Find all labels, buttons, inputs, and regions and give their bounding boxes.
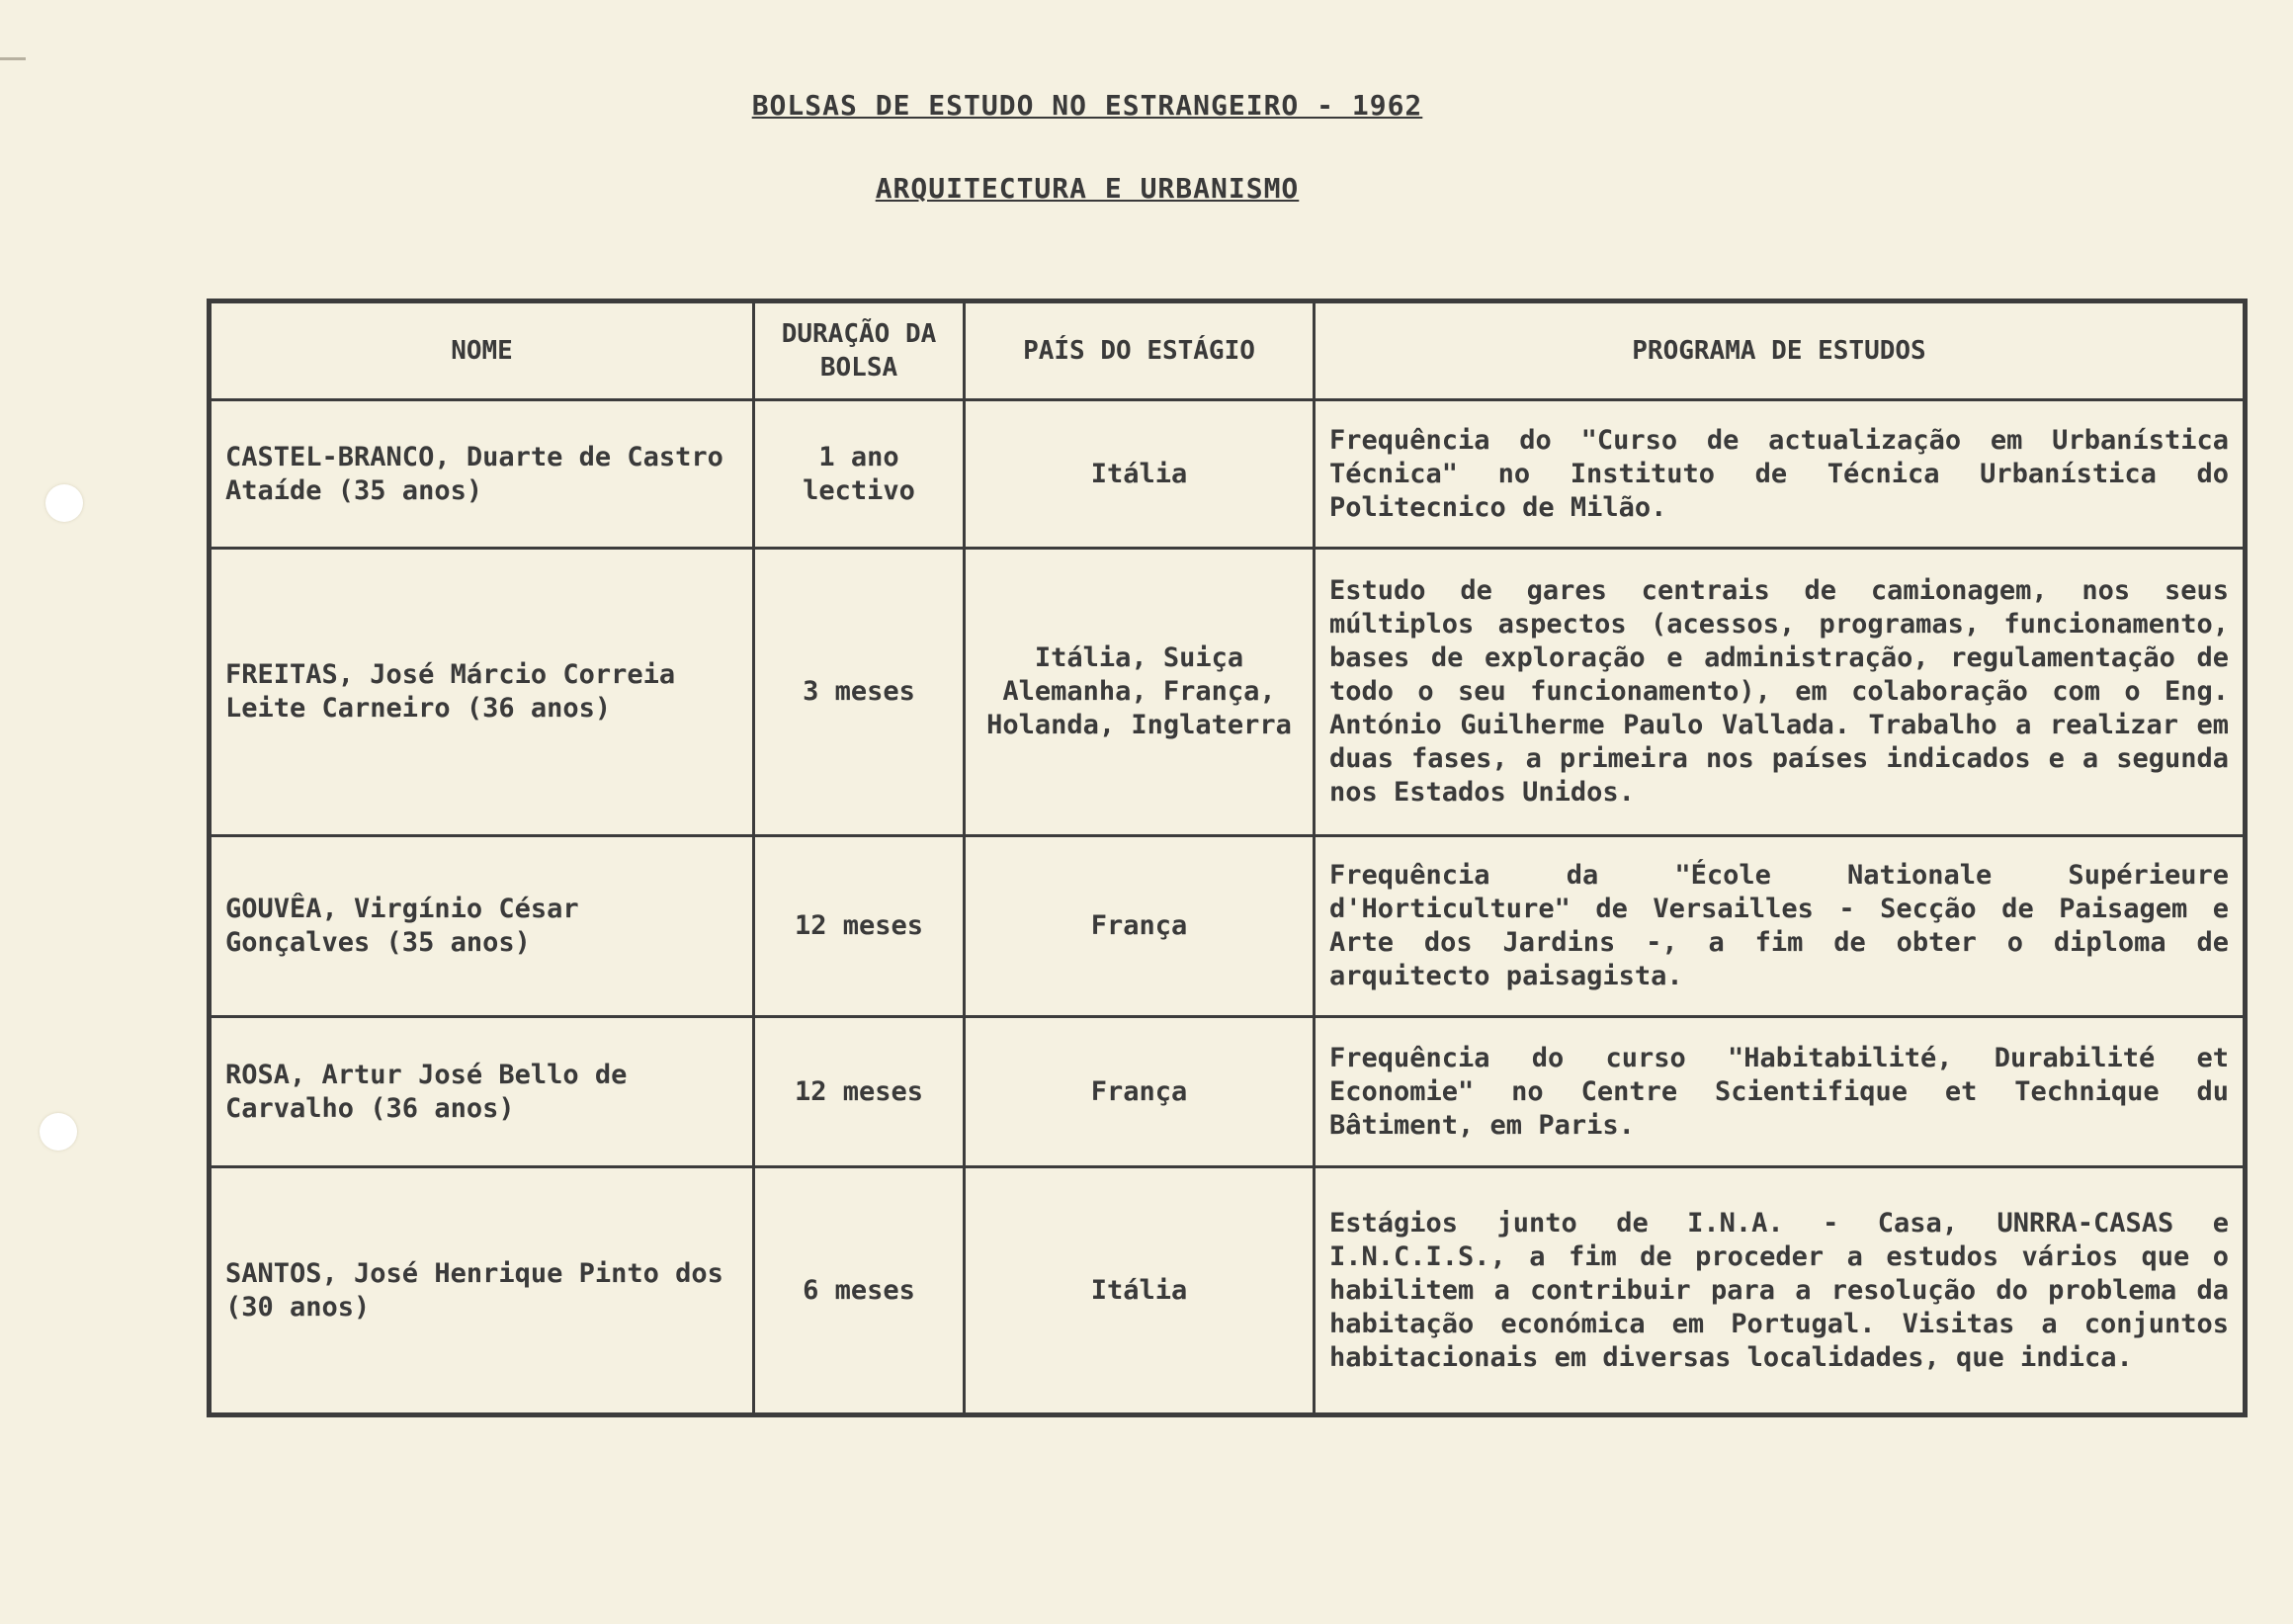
margin-mark: [0, 57, 26, 60]
cell-nome: CASTEL-BRANCO, Duarte de Castro Ataíde (35 anos): [210, 400, 754, 549]
cell-duracao: 12 meses: [754, 836, 965, 1017]
document-subtitle: ARQUITECTURA E URBANISMO: [875, 172, 1300, 205]
header-duracao: DURAÇÃO DA BOLSA: [754, 301, 965, 400]
cell-duracao: 12 meses: [754, 1016, 965, 1166]
cell-duracao: 3 meses: [754, 549, 965, 836]
cell-pais: Itália, Suiça Alemanha, França, Holanda, Inglaterra: [965, 549, 1315, 836]
cell-nome: ROSA, Artur José Bello de Carvalho (36 anos): [210, 1016, 754, 1166]
table-row: [210, 549, 2246, 836]
cell-duracao: 1 ano lectivo: [754, 400, 965, 549]
punch-hole: [45, 484, 83, 522]
cell-nome: FREITAS, José Márcio Correia Leite Carneiro (36 anos): [210, 549, 754, 836]
header-row: [210, 301, 2246, 400]
cell-pais: Itália: [965, 400, 1315, 549]
cell-programa: Estágios junto de I.N.A. - Casa, UNRRA-CASAS e I.N.C.I.S., a fim de proceder a estudos vários que o habilitem a contribuir para a resolução do problema da habitação económica em Portugal. Visitas a conjuntos habitacionais em diversas localidades, que indica.: [1315, 1167, 2246, 1415]
cell-pais: França: [965, 1016, 1315, 1166]
document-title: BOLSAS DE ESTUDO NO ESTRANGEIRO - 1962: [751, 89, 1423, 122]
cell-programa: Frequência da "École Nationale Supérieure d'Horticulture" de Versailles - Secção de Paisagem e Arte dos Jardins -, a fim de obter o diploma de arquitecto paisagista.: [1315, 836, 2246, 1017]
cell-programa: Frequência do "Curso de actualização em Urbanística Técnica" no Instituto de Técnica Urbanística do Politecnico de Milão.: [1315, 400, 2246, 549]
cell-pais: Itália: [965, 1167, 1315, 1415]
cell-programa: Estudo de gares centrais de camionagem, nos seus múltiplos aspectos (acessos, programas, funcionamento, bases de exploração e administração, regulamentação de todo o seu funcionamento), em colaboração com o Eng. António Guilherme Paulo Vallada. Trabalho a realizar em duas fases, a primeira nos países indicados e a segunda nos Estados Unidos.: [1315, 549, 2246, 836]
header-programa: PROGRAMA DE ESTUDOS: [1315, 301, 2246, 400]
table-row: [210, 1016, 2246, 1166]
cell-duracao: 6 meses: [754, 1167, 965, 1415]
scholarship-table: [207, 299, 2248, 1417]
header-pais: PAÍS DO ESTÁGIO: [965, 301, 1315, 400]
cell-nome: GOUVÊA, Virgínio César Gonçalves (35 anos): [210, 836, 754, 1017]
header-nome: NOME: [210, 301, 754, 400]
table-row: [210, 836, 2246, 1017]
table-row: [210, 1167, 2246, 1415]
cell-programa: Frequência do curso "Habitabilité, Durabilité et Economie" no Centre Scientifique et Technique du Bâtiment, em Paris.: [1315, 1016, 2246, 1166]
table-row: [210, 400, 2246, 549]
punch-hole: [40, 1113, 77, 1151]
cell-pais: França: [965, 836, 1315, 1017]
cell-nome: SANTOS, José Henrique Pinto dos (30 anos): [210, 1167, 754, 1415]
